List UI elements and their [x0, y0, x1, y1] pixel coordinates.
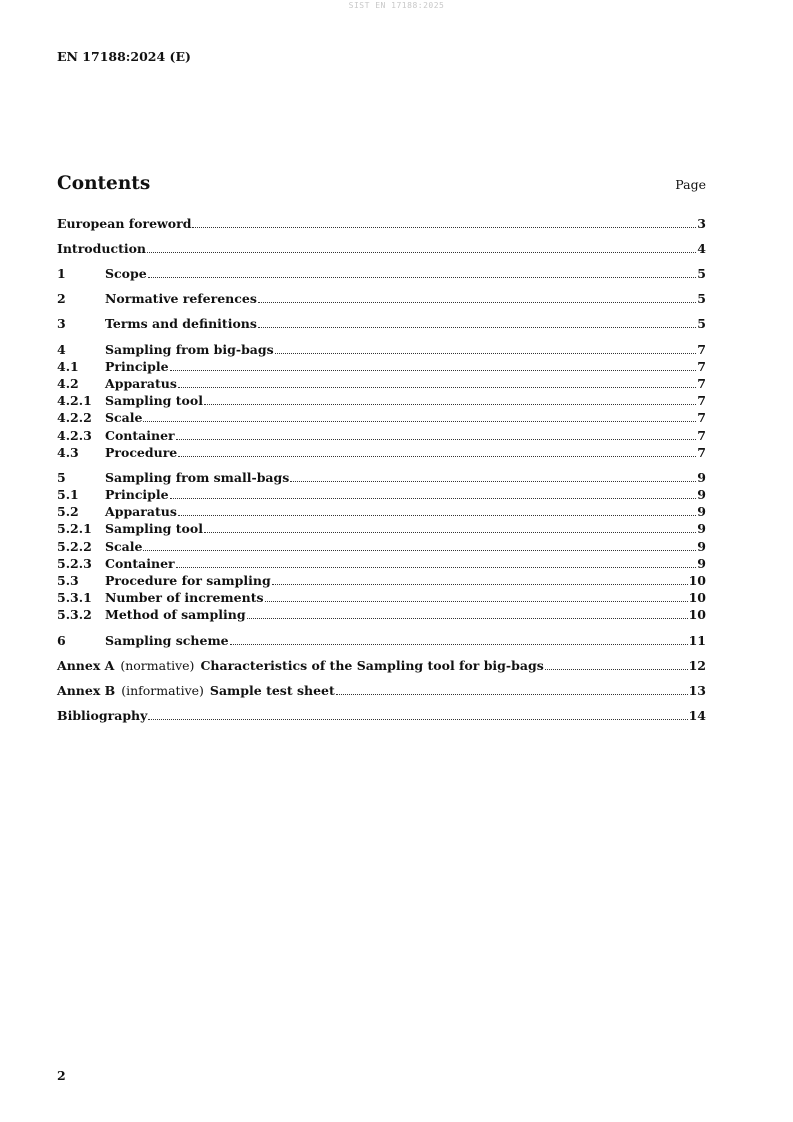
dot-leader [148, 719, 687, 720]
page-column-label: Page [675, 177, 706, 192]
dot-leader [290, 481, 696, 482]
toc-entry-page: 13 [688, 683, 706, 698]
toc-entry-title: Container [105, 428, 175, 443]
toc-entry-title: Scale [105, 410, 143, 425]
toc-entry-number: 5.2.3 [57, 556, 92, 571]
dot-leader [178, 515, 696, 516]
watermark: SIST EN 17188:2025 [348, 1, 445, 10]
toc-entry-title: Normative references [105, 291, 257, 306]
dot-leader [192, 227, 696, 228]
toc-entry-page: 9 [697, 521, 706, 536]
toc-entry-number: 2 [57, 291, 66, 306]
toc-entry-page: 9 [697, 487, 706, 502]
dot-leader [170, 370, 697, 371]
toc-entry-number: 6 [57, 633, 66, 648]
document-id: EN 17188:2024 (E) [57, 49, 191, 64]
toc-entry-4-3[interactable] [57, 445, 706, 461]
toc-entry-title: Introduction [57, 241, 147, 256]
dot-leader [247, 618, 688, 619]
toc-entry-page: 12 [688, 658, 706, 673]
toc-entry-page: 10 [688, 590, 706, 605]
dot-leader [230, 644, 688, 645]
toc-entry-number: 3 [57, 316, 66, 331]
toc-entry-4-1[interactable] [57, 359, 706, 375]
toc-entry-number: 5.2.2 [57, 539, 92, 554]
toc-entry-5-3-2[interactable] [57, 607, 706, 623]
toc-entry-4-2-2[interactable] [57, 410, 706, 426]
toc-entry-5-2-2[interactable] [57, 539, 706, 555]
toc-entry-title: Principle [105, 487, 169, 502]
toc-entry-title: Sampling tool [105, 393, 203, 408]
toc-entry-5-2-3[interactable] [57, 556, 706, 572]
toc-entry-page: 11 [688, 633, 706, 648]
toc-entry-5-2[interactable] [57, 504, 706, 520]
toc-entry-page: 14 [688, 708, 706, 723]
toc-entry-number: 5.2 [57, 504, 79, 519]
toc-entry-page: 5 [697, 266, 706, 281]
page-number: 2 [57, 1068, 66, 1083]
contents-header [57, 172, 706, 198]
toc-entry-title: Sampling from big-bags [105, 342, 274, 357]
toc-entry-subtitle: Sample test sheet [209, 683, 335, 698]
dot-leader [143, 550, 696, 551]
toc-entry-normative-references[interactable] [57, 291, 706, 307]
dot-leader [170, 498, 697, 499]
toc-entry-title: Principle [105, 359, 169, 374]
dot-leader [143, 421, 696, 422]
toc-entry-page: 7 [697, 359, 706, 374]
toc-entry-title: Procedure [105, 445, 178, 460]
dot-leader [258, 327, 696, 328]
toc-entry-page: 7 [697, 393, 706, 408]
dot-leader [545, 669, 688, 670]
dot-leader [204, 532, 696, 533]
toc-entry-title: Scale [105, 539, 143, 554]
toc-entry-number: 1 [57, 266, 66, 281]
toc-entry-title: Number of increments [105, 590, 264, 605]
toc-entry-title: Sampling tool [105, 521, 203, 536]
toc-entry-number: 4.2.1 [57, 393, 92, 408]
dot-leader [204, 404, 696, 405]
contents-title: Contents [57, 173, 151, 194]
dot-leader [258, 302, 696, 303]
toc-entry-page: 3 [697, 216, 706, 231]
toc-entry-title: European foreword [57, 216, 192, 231]
toc-entry-page: 4 [697, 241, 706, 256]
toc-entry-number: 5.3.2 [57, 607, 92, 622]
toc-entry-number: 4.2.3 [57, 428, 92, 443]
toc-entry-5-2-1[interactable] [57, 521, 706, 537]
toc-entry-number: 4.2.2 [57, 410, 92, 425]
toc-entry-page: 10 [688, 607, 706, 622]
toc-entry-5-3-1[interactable] [57, 590, 706, 606]
toc-entry-number: 4.1 [57, 359, 79, 374]
toc-entry-page: 7 [697, 376, 706, 391]
toc-entry-5-3[interactable] [57, 573, 706, 589]
toc-entry-terms-and-definitions[interactable] [57, 316, 706, 332]
toc-entry-annex-a[interactable] [57, 658, 706, 674]
toc-entry-4-2[interactable] [57, 376, 706, 392]
dot-leader [176, 567, 697, 568]
dot-leader [147, 252, 696, 253]
toc-entry-4[interactable] [57, 342, 706, 358]
dot-leader [336, 694, 688, 695]
toc-entry-page: 7 [697, 410, 706, 425]
toc-entry-number: 5 [57, 470, 66, 485]
toc-entry-title: Sampling from small-bags [105, 470, 290, 485]
toc-entry-title: Annex B [57, 683, 116, 698]
dot-leader [178, 456, 696, 457]
toc-entry-4-2-3[interactable] [57, 428, 706, 444]
toc-entry-title: Procedure for sampling [105, 573, 271, 588]
toc-entry-scope[interactable] [57, 266, 706, 282]
toc-entry-title: Method of sampling [105, 607, 246, 622]
toc-entry-page: 9 [697, 539, 706, 554]
toc-entry-title: Scope [105, 266, 147, 281]
toc-entry-european-foreword[interactable] [57, 216, 706, 232]
toc-entry-page: 9 [697, 556, 706, 571]
dot-leader [148, 277, 697, 278]
toc-entry-number: 5.2.1 [57, 521, 92, 536]
toc-entry-title: Annex A [57, 658, 115, 673]
toc-entry-6[interactable] [57, 633, 706, 649]
toc-entry-number: 5.3 [57, 573, 79, 588]
dot-leader [176, 439, 697, 440]
toc-entry-number: 4.2 [57, 376, 79, 391]
toc-entry-title: Apparatus [105, 504, 177, 519]
dot-leader [178, 387, 696, 388]
dot-leader [272, 584, 688, 585]
dot-leader [275, 353, 697, 354]
toc-entry-title: Container [105, 556, 175, 571]
toc-entry-number: 4 [57, 342, 66, 357]
toc-entry-introduction[interactable] [57, 241, 706, 257]
toc-entry-page: 9 [697, 470, 706, 485]
toc-entry-title: Apparatus [105, 376, 177, 391]
toc-entry-subtitle: Characteristics of the Sampling tool for big-bags [200, 658, 544, 673]
toc-entry-title: Bibliography [57, 708, 148, 723]
toc-entry-qualifier: (informative) [121, 683, 204, 698]
toc-entry-bibliography[interactable] [57, 708, 706, 724]
toc-entry-page: 7 [697, 342, 706, 357]
toc-entry-page: 7 [697, 428, 706, 443]
toc-entry-4-2-1[interactable] [57, 393, 706, 409]
toc-entry-5[interactable] [57, 470, 706, 486]
toc-entry-title: Sampling scheme [105, 633, 229, 648]
toc-entry-annex-b[interactable] [57, 683, 706, 699]
toc-entry-qualifier: (normative) [120, 658, 195, 673]
toc-entry-number: 5.1 [57, 487, 79, 502]
toc-entry-page: 5 [697, 316, 706, 331]
toc-entry-5-1[interactable] [57, 487, 706, 503]
toc-entry-number: 5.3.1 [57, 590, 92, 605]
dot-leader [265, 601, 688, 602]
toc-entry-title: Terms and definitions [105, 316, 257, 331]
toc-entry-page: 10 [688, 573, 706, 588]
toc-entry-page: 9 [697, 504, 706, 519]
toc-entry-page: 7 [697, 445, 706, 460]
toc-entry-page: 5 [697, 291, 706, 306]
toc-entry-number: 4.3 [57, 445, 79, 460]
